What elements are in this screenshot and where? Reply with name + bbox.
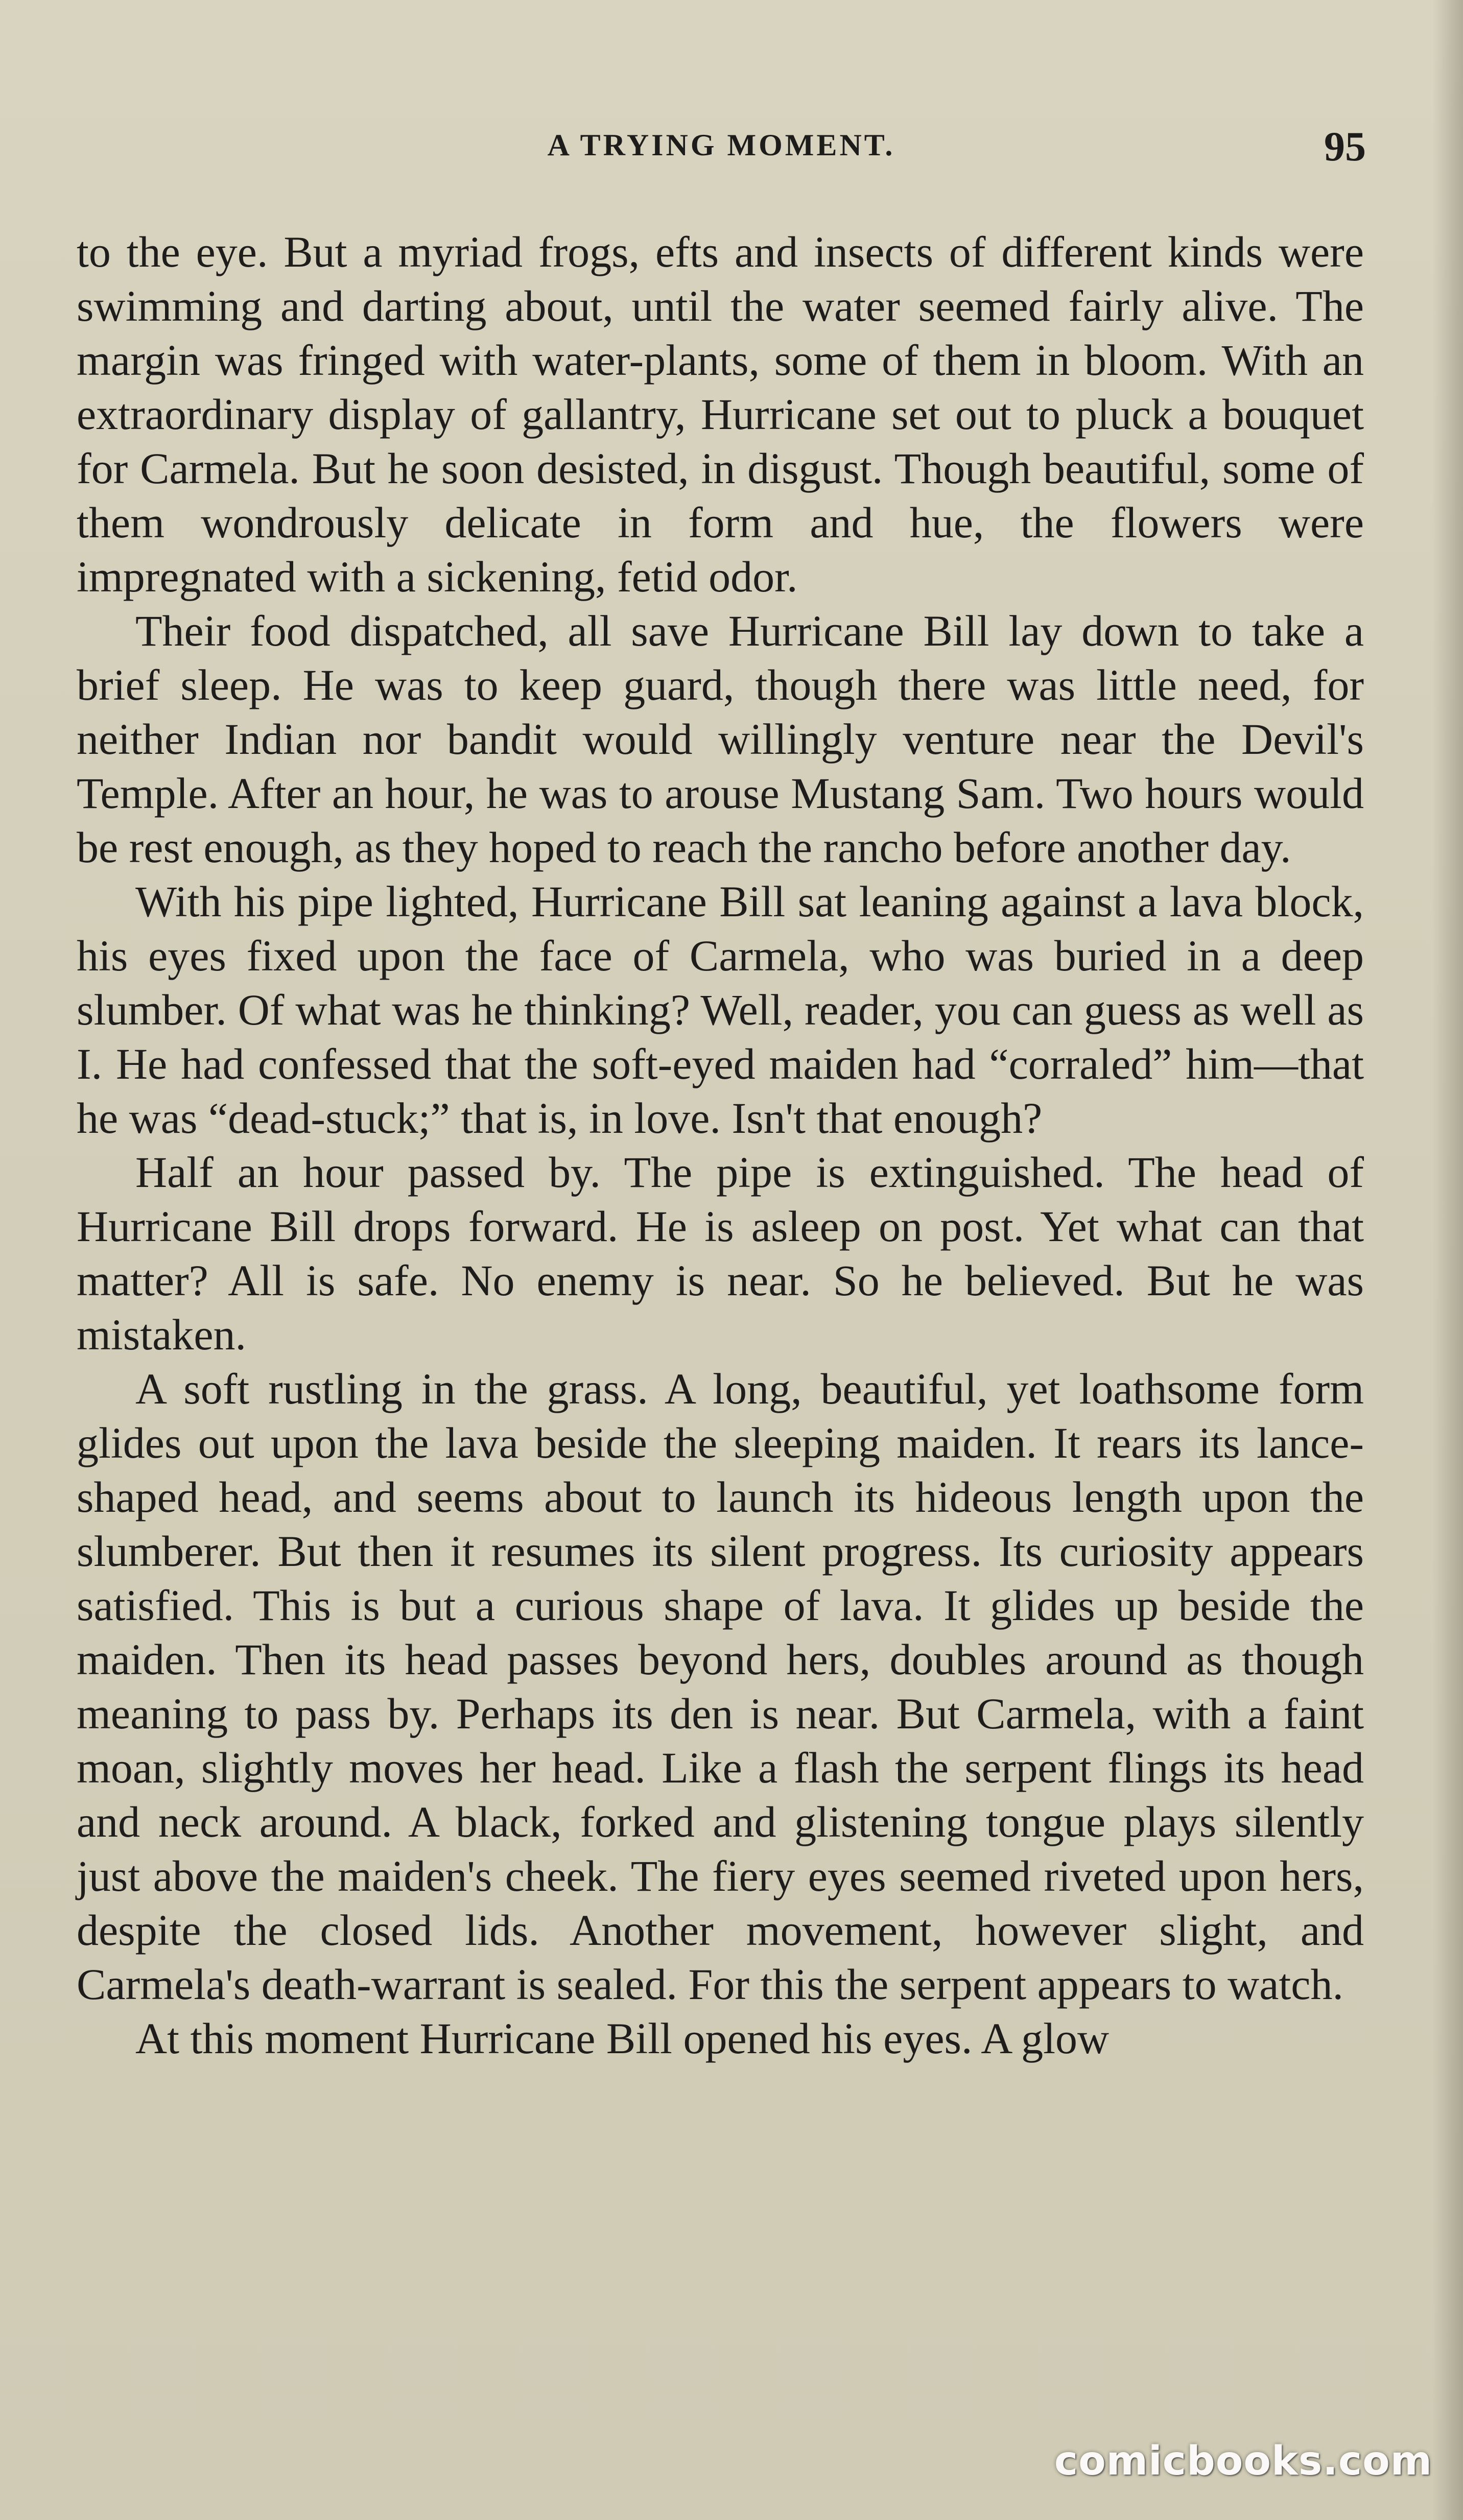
watermark: comicbooks.com (1054, 2438, 1432, 2484)
running-head: A TRYING MOMENT. (547, 128, 895, 162)
paragraph: to the eye. But a myriad frogs, efts and insects of different kinds were swimming and darting about, until the water seemed fairly alive. The margin was fringed with water-plants, some of them in bloom. With an extraordinary display of gallantry, Hurricane set out to pluck a bouquet for Carmela. But he soon desisted, in disgust. Though beautiful, some of them wondrously delicate in form and hue, the flowers were impregnated with a sickening, fetid odor. (77, 227, 1364, 601)
page-edge-shadow (1432, 0, 1463, 2520)
page-header (77, 123, 1366, 179)
page-number: 95 (1324, 123, 1366, 170)
paragraph: A soft rustling in the grass. A long, beautiful, yet loathsome form glides out upon the lava beside the sleeping maiden. It rears its lance-shaped head, and seems about to launch its hideous length upon the slumberer. But then it resumes its silent progress. Its curiosity appears satisfied. This is but a curious shape of lava. It glides up beside the maiden. Then its head passes beyond hers, doubles around as though meaning to pass by. Perhaps its den is near. But Carmela, with a faint moan, slightly moves her head. Like a flash the serpent flings its head and neck around. A black, forked and glistening tongue plays silently just above the maiden's cheek. The fiery eyes seemed riveted upon hers, despite the closed lids. Another movement, however slight, and Carmela's death-warrant is sealed. For this the serpent appears to watch. (77, 1364, 1364, 2009)
paragraph: At this moment Hurricane Bill opened his eyes. A glow (135, 2014, 1110, 2063)
paragraph: Half an hour passed by. The pipe is extinguished. The head of Hurricane Bill drops forward. He is asleep on post. Yet what can that matter? All is safe. No enemy is near. So he believed. But he was mistaken. (77, 1148, 1364, 1359)
paragraph: With his pipe lighted, Hurricane Bill sat leaning against a lava block, his eyes fixed upon the face of Carmela, who was buried in a deep slumber. Of what was he thinking? Well, reader, you can guess as well as I. He had confessed that the soft-eyed maiden had “corraled” him—that he was “dead-stuck;” that is, in love. Isn't that enough? (77, 877, 1364, 1143)
paragraph: Their food dispatched, all save Hurricane Bill lay down to take a brief sleep. He was to keep guard, though there was little need, for neither Indian nor bandit would willingly venture near the Devil's Temple. After an hour, he was to arouse Mustang Sam. Two hours would be rest enough, as they hoped to reach the rancho before another day. (77, 606, 1364, 872)
body-text (77, 225, 1364, 2065)
